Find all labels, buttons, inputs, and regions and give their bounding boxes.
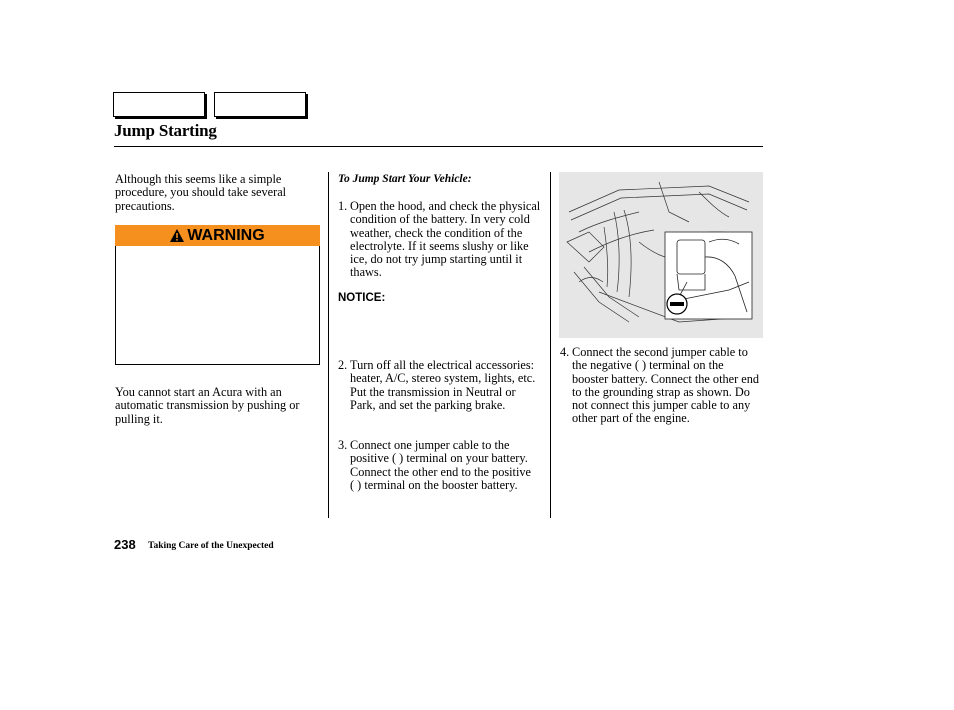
- nav-button-index[interactable]: [214, 92, 306, 117]
- step-text: Connect one jumper cable to the positive ( ) terminal on your battery. Connect the other end to the positive ( ) terminal on the booster battery.: [350, 438, 531, 492]
- column-divider-1: [328, 172, 329, 518]
- warning-triangle-icon: [170, 229, 184, 242]
- section-heading: To Jump Start Your Vehicle:: [338, 173, 472, 185]
- step-text: Turn off all the electrical accessories: heater, A/C, stereo system, lights, etc. Put the transmission in Neutral or Park, and set the parking brake.: [350, 358, 536, 412]
- step-number: 4.: [560, 345, 570, 359]
- step-number: 3.: [338, 438, 348, 452]
- title-divider: [114, 146, 763, 147]
- step-number: 1.: [338, 199, 348, 213]
- column-divider-2: [550, 172, 551, 518]
- nav-button-contents[interactable]: [113, 92, 205, 117]
- page-number: 238: [114, 537, 136, 552]
- section-footer: Taking Care of the Unexpected: [148, 541, 274, 551]
- step-text: Open the hood, and check the physical condition of the battery. In very cold weather, check the condition of the electrolyte. If it seems slushy or like ice, do not try jump starting until it thaws.: [350, 199, 541, 280]
- warning-box: [115, 246, 320, 365]
- warning-label: WARNING: [187, 226, 265, 244]
- step-4: [560, 346, 760, 426]
- step-1: [338, 200, 543, 280]
- step-2: [338, 359, 543, 412]
- acura-note: You cannot start an Acura with an automatic transmission by pushing or pulling it.: [115, 385, 300, 426]
- step-3: [338, 439, 538, 492]
- page-title: Jump Starting: [114, 121, 217, 140]
- intro-paragraph: Although this seems like a simple procedure, you should take several precautions.: [115, 172, 287, 213]
- step-text: Connect the second jumper cable to the negative ( ) terminal on the booster battery. Connect the other end to the grounding strap as shown. Do not connect this jumper cable to any other part of the engine.: [572, 345, 760, 426]
- engine-bay-illustration: [559, 172, 763, 338]
- engine-drawing: [559, 172, 763, 338]
- notice-label: NOTICE:: [338, 292, 386, 304]
- step-number: 2.: [338, 358, 348, 372]
- warning-banner: [115, 225, 320, 246]
